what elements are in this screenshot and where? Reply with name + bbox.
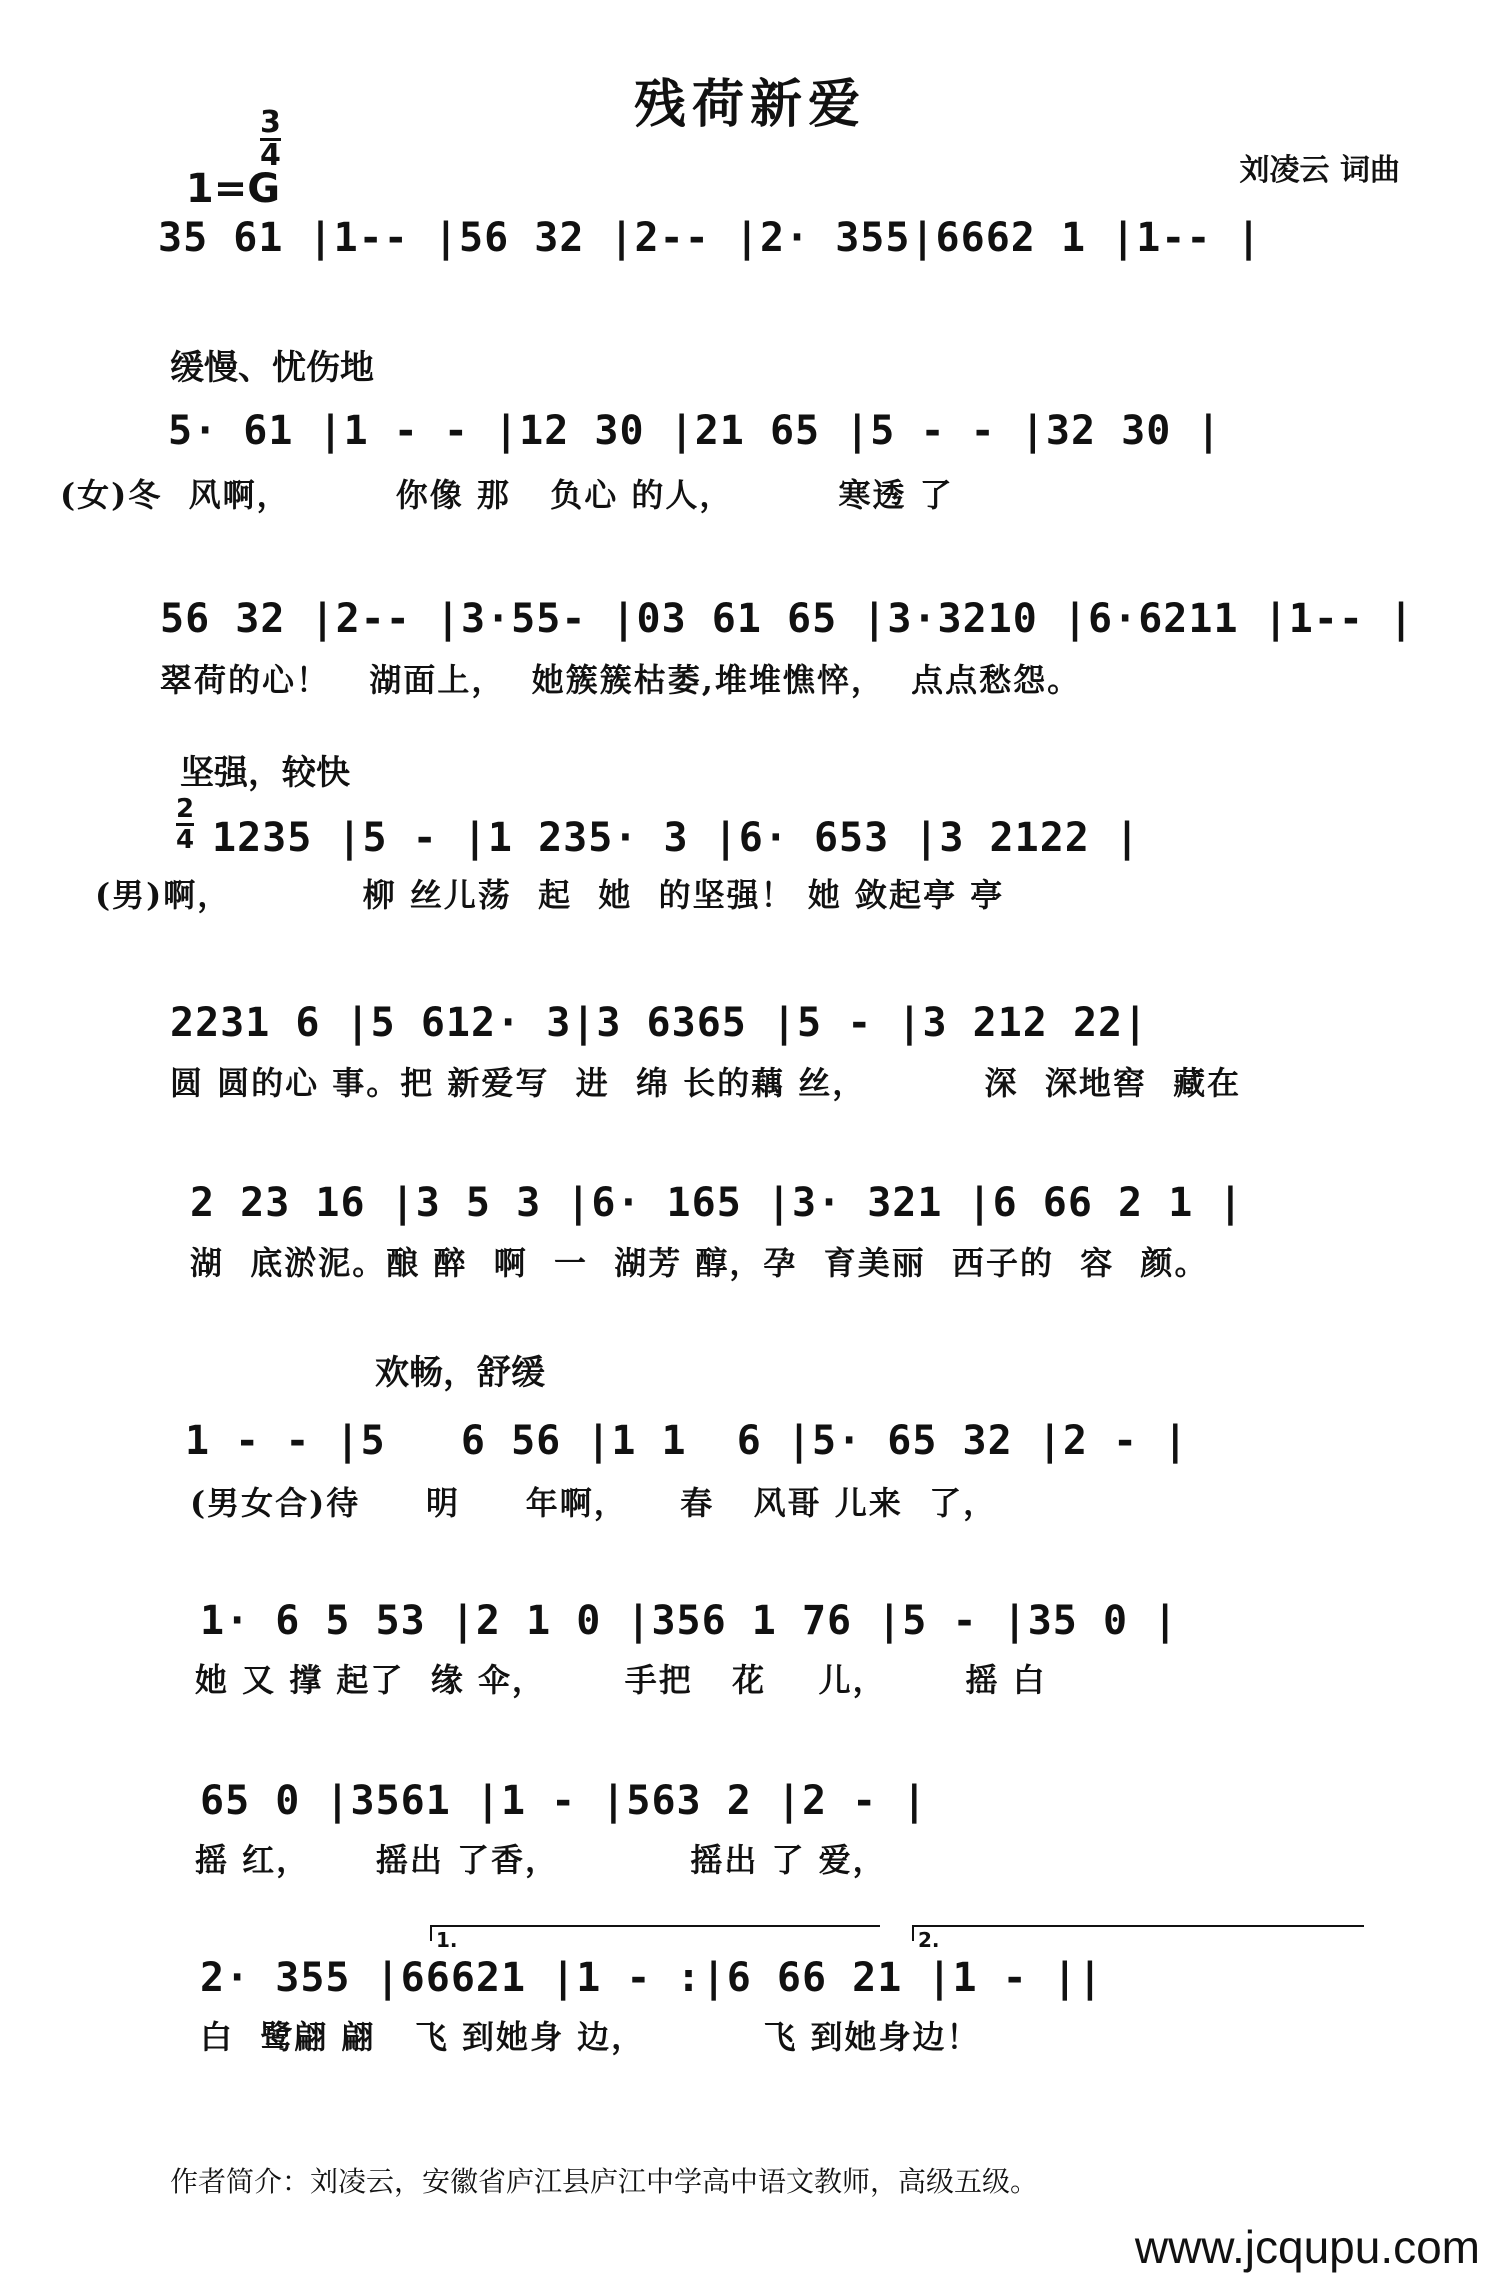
- time-sig-den: 4: [176, 825, 195, 855]
- notation-line-4: 1235 |5 - |1 235· 3 |6· 653 |3 2122 |: [212, 815, 1141, 861]
- time-signature-2-4: [176, 795, 194, 854]
- song-title: 残荷新爱: [633, 74, 866, 135]
- key-text: 1=G: [185, 166, 281, 212]
- lyric-line-2: (女)冬 风啊， 你像 那 负心 的人， 寒透 了: [60, 476, 954, 514]
- lyric-line-9: 摇 红， 摇出 了香， 摇出 了 爱，: [195, 1841, 887, 1879]
- lyric-line-7: (男女合)待 明 年啊， 春 风哥 儿来 了，: [190, 1484, 998, 1522]
- notation-line-8: 1· 6 5 53 |2 1 0 |356 1 76 |5 - |35 0 |: [200, 1598, 1179, 1644]
- notation-line-10: 2· 355 |66621 |1 - :|6 66 21 |1 - ||: [200, 1955, 1103, 2001]
- author-credit: 刘凌云 词曲: [1239, 153, 1400, 188]
- lyric-line-10: 白 鹭翩 翩 飞 到她身 边， 飞 到她身边！: [200, 2018, 981, 2056]
- lyric-line-8: 她 又 撑 起了 缘 伞， 手把 花 儿， 摇 白: [195, 1661, 1047, 1699]
- notation-line-5: 2231 6 |5 612· 3|3 6365 |5 - |3 212 22|: [170, 1000, 1149, 1046]
- second-ending-label: 2.: [918, 1928, 940, 1952]
- tempo-marking-3: 欢畅，舒缓: [375, 1353, 545, 1393]
- notation-line-1: 35 61 |1-- |56 32 |2-- |2· 355|6662 1 |1-- |: [158, 215, 1262, 261]
- tempo-marking-2: 坚强，较快: [180, 753, 350, 793]
- time-sig-num: 3: [260, 105, 281, 140]
- notation-line-3: 56 32 |2-- |3·55- |03 61 65 |3·3210 |6·6211 |1-- |: [160, 596, 1415, 642]
- notation-line-7: 1 - - |5 6 56 |1 1 6 |5· 65 32 |2 - |: [185, 1418, 1189, 1464]
- time-sig-den: 4: [260, 138, 281, 173]
- notation-line-6: 2 23 16 |3 5 3 |6· 165 |3· 321 |6 66 2 1 |: [190, 1180, 1244, 1226]
- lyric-line-5: 圆 圆的心 事。把 新爱写 进 绵 长的藕 丝， 深 深地窖 藏在: [170, 1064, 1242, 1102]
- lyric-line-4: (男)啊， 柳 丝儿荡 起 她 的坚强！ 她 敛起亭 亭: [95, 876, 1005, 914]
- notation-line-2: 5· 61 |1 - - |12 30 |21 65 |5 - - |32 30 |: [168, 408, 1222, 454]
- first-ending-bracket: [430, 1925, 880, 1941]
- lyric-line-6: 湖 底淤泥。酿 醉 啊 一 湖芳 醇，孕 育美丽 西子的 容 颜。: [190, 1244, 1209, 1282]
- first-ending-label: 1.: [436, 1928, 458, 1952]
- site-watermark: www.jcqupu.com: [1134, 2221, 1480, 2273]
- lyric-line-3: 翠荷的心！ 湖面上， 她簇簇枯萎,堆堆憔悴， 点点愁怨。: [160, 661, 1082, 699]
- notation-line-9: 65 0 |3561 |1 - |563 2 |2 - |: [200, 1778, 928, 1824]
- second-ending-bracket: [912, 1925, 1364, 1941]
- tempo-marking-1: 缓慢、忧伤地: [170, 348, 374, 388]
- time-signature-3-4: [260, 105, 281, 173]
- time-sig-num: 2: [176, 794, 195, 824]
- author-introduction: 作者简介：刘凌云，安徽省庐江县庐江中学高中语文教师，高级五级。: [170, 2165, 1039, 2198]
